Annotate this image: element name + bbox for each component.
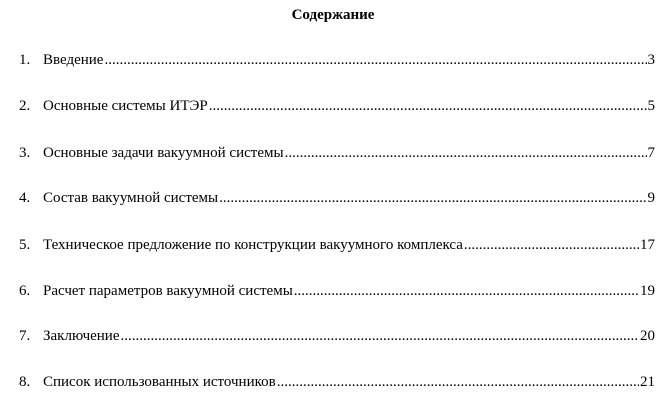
toc-entry-label: Список использованных источников	[43, 374, 276, 390]
toc-entry-page-number: 20	[640, 328, 655, 344]
toc-entry[interactable]	[19, 143, 655, 163]
toc-entry-page-number: 5	[647, 98, 655, 114]
toc-dot-leader	[209, 96, 647, 116]
toc-dot-leader	[121, 326, 640, 346]
toc-dot-leader	[277, 372, 639, 392]
toc-entry-label: Расчет параметров вакуумной системы	[43, 283, 293, 299]
toc-dot-leader	[104, 50, 646, 70]
toc-dot-leader	[464, 235, 639, 255]
toc-entry-number: 4.	[19, 190, 31, 206]
toc-entry[interactable]	[19, 50, 655, 70]
toc-entry-number: 5.	[19, 237, 31, 253]
toc-entry-label: Введение	[43, 52, 104, 68]
toc-entry[interactable]	[19, 372, 655, 392]
toc-entry-label: Техническое предложение по конструкции вакуумного комплекса	[43, 237, 463, 253]
toc-entry-page-number: 17	[640, 237, 655, 253]
toc-entry-number: 2.	[19, 98, 31, 114]
toc-entry-number: 8.	[19, 374, 31, 390]
toc-entry-page-number: 9	[647, 190, 655, 206]
toc-dot-leader	[219, 188, 646, 208]
toc-entry-page-number: 7	[647, 145, 655, 161]
toc-entry[interactable]	[19, 96, 655, 116]
toc-entry-page-number: 3	[647, 52, 655, 68]
toc-entry[interactable]	[19, 235, 655, 255]
toc-entry[interactable]	[19, 188, 655, 208]
toc-entry-label: Состав вакуумной системы	[43, 190, 219, 206]
toc-entry-number: 7.	[19, 328, 31, 344]
toc-entry-page-number: 19	[640, 283, 655, 299]
toc-entry-number: 3.	[19, 145, 31, 161]
toc-entry[interactable]	[19, 281, 655, 301]
toc-entry[interactable]	[19, 326, 655, 346]
toc-entry-page-number: 21	[640, 374, 655, 390]
toc-entry-label: Заключение	[43, 328, 120, 344]
toc-entry-label: Основные задачи вакуумной системы	[43, 145, 284, 161]
toc-entry-number: 1.	[19, 52, 31, 68]
toc-dot-leader	[294, 281, 639, 301]
toc-entry-label: Основные системы ИТЭР	[43, 98, 208, 114]
page-title: Содержание	[291, 7, 375, 23]
toc-entry-number: 6.	[19, 283, 31, 299]
toc-dot-leader	[285, 143, 647, 163]
